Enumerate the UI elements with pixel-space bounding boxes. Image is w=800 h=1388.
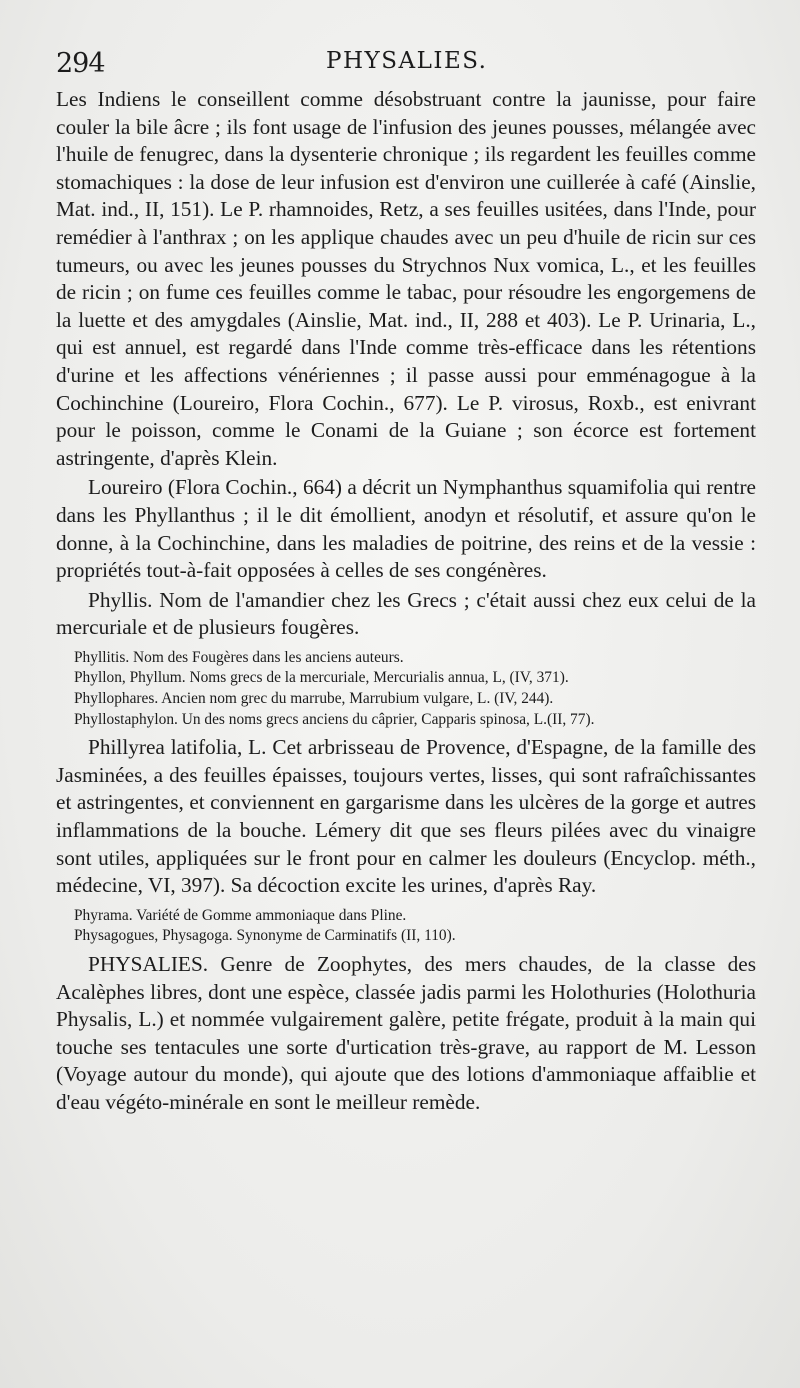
entry-physagogues: Physagogues, Physagoga. Synonyme de Carminatifs (II, 110). bbox=[74, 927, 456, 945]
entry-phyllon: Phyllon, Phyllum. Noms grecs de la mercuriale, Mercurialis annua, L, (IV, 371). bbox=[74, 669, 569, 687]
running-head: PHYSALIES. bbox=[326, 48, 488, 74]
page-number: 294 bbox=[56, 48, 105, 79]
page-header bbox=[56, 48, 756, 88]
entry-phyrama: Phyrama. Variété de Gomme ammoniaque dans Pline. bbox=[74, 906, 407, 924]
paragraph-phillyrea: Phillyrea latifolia, L. Cet arbrisseau de Provence, d'Espagne, de la famille des Jasminées, a des feuilles épaisses, toujours vertes, lisses, qui sont rafraîchissantes et astringentes, et conviennent en gargarisme dans les ulcères de la gorge et autres inflammations de la bouche. Lémery dit que ses fleurs pilées avec du vinaigre sont utiles, appliquées sur le front pour en calmer les douleurs (Encyclop. méth., médecine, VI, 397). Sa décoction excite les urines, d'après Ray. bbox=[56, 735, 756, 898]
paragraph-loureiro: Loureiro (Flora Cochin., 664) a décrit un Nymphanthus squamifolia qui rentre dans les Phyllanthus ; il le dit émollient, anodyn et résolutif, et assure qu'on le donne, à la Cochinchine, dans les maladies de poitrine, des reins et de la vessie : propriétés tout-à-fait opposées à celles de ses congénères. bbox=[56, 475, 756, 583]
small-entries-2 bbox=[56, 906, 756, 947]
small-entries-1 bbox=[56, 648, 756, 730]
paragraph-indiens: Les Indiens le conseillent comme désobstruant contre la jaunisse, pour faire couler la bile âcre ; ils font usage de l'infusion des jeunes pousses, mélangée avec l'huile de fenugrec, dans la dysenterie chronique ; ils regardent les feuilles comme stomachiques : la dose de leur infusion est d'environ une cuillerée à café (Ainslie, Mat. ind., II, 151). Le P. rhamnoides, Retz, a ses feuilles usitées, dans l'Inde, pour remédier à l'anthrax ; on les applique chaudes avec un peu d'huile de ricin sur ces tumeurs, ou avec les jeunes pousses du Strychnos Nux vomica, L., et les feuilles de ricin ; on fume ces feuilles comme le tabac, pour résoudre les engorgemens de la luette et des amygdales (Ainslie, Mat. ind., II, 288 et 403). Le P. Urinaria, L., qui est annuel, est regardé dans l'Inde comme très-efficace dans les rétentions d'urine et les affections vénériennes ; il passe aussi pour emménagogue à la Cochinchine (Loureiro, Flora Cochin., 677). Le P. virosus, Roxb., est enivrant pour le poisson, comme le Conami de la Guiane ; son écorce est fortement astringente, d'après Klein. bbox=[56, 87, 756, 470]
paragraph-physalies: PHYSALIES. Genre de Zoophytes, des mers chaudes, de la classe des Acalèphes libres, dont une espèce, classée jadis parmi les Holothuries (Holothuria Physalis, L.) et nommée vulgairement galère, petite frégate, produit à la main qui touche ses tentacules une sorte d'urtication très-grave, au rapport de M. Lesson (Voyage autour du monde), qui ajoute que des lotions d'ammoniaque affaiblie et d'eau végéto-minérale en sont le meilleur remède. bbox=[56, 952, 756, 1114]
paragraph-phyllis: Phyllis. Nom de l'amandier chez les Grecs ; c'était aussi chez eux celui de la mercuriale et de plusieurs fougères. bbox=[56, 587, 756, 640]
entry-phyllostaphylon: Phyllostaphylon. Un des noms grecs anciens du câprier, Capparis spinosa, L.(II, 77). bbox=[74, 710, 595, 728]
entry-phyllophares: Phyllophares. Ancien nom grec du marrube, Marrubium vulgare, L. (IV, 244). bbox=[74, 690, 554, 708]
entry-phyllitis: Phyllitis. Nom des Fougères dans les anciens auteurs. bbox=[74, 648, 404, 666]
page-body bbox=[56, 86, 756, 1117]
